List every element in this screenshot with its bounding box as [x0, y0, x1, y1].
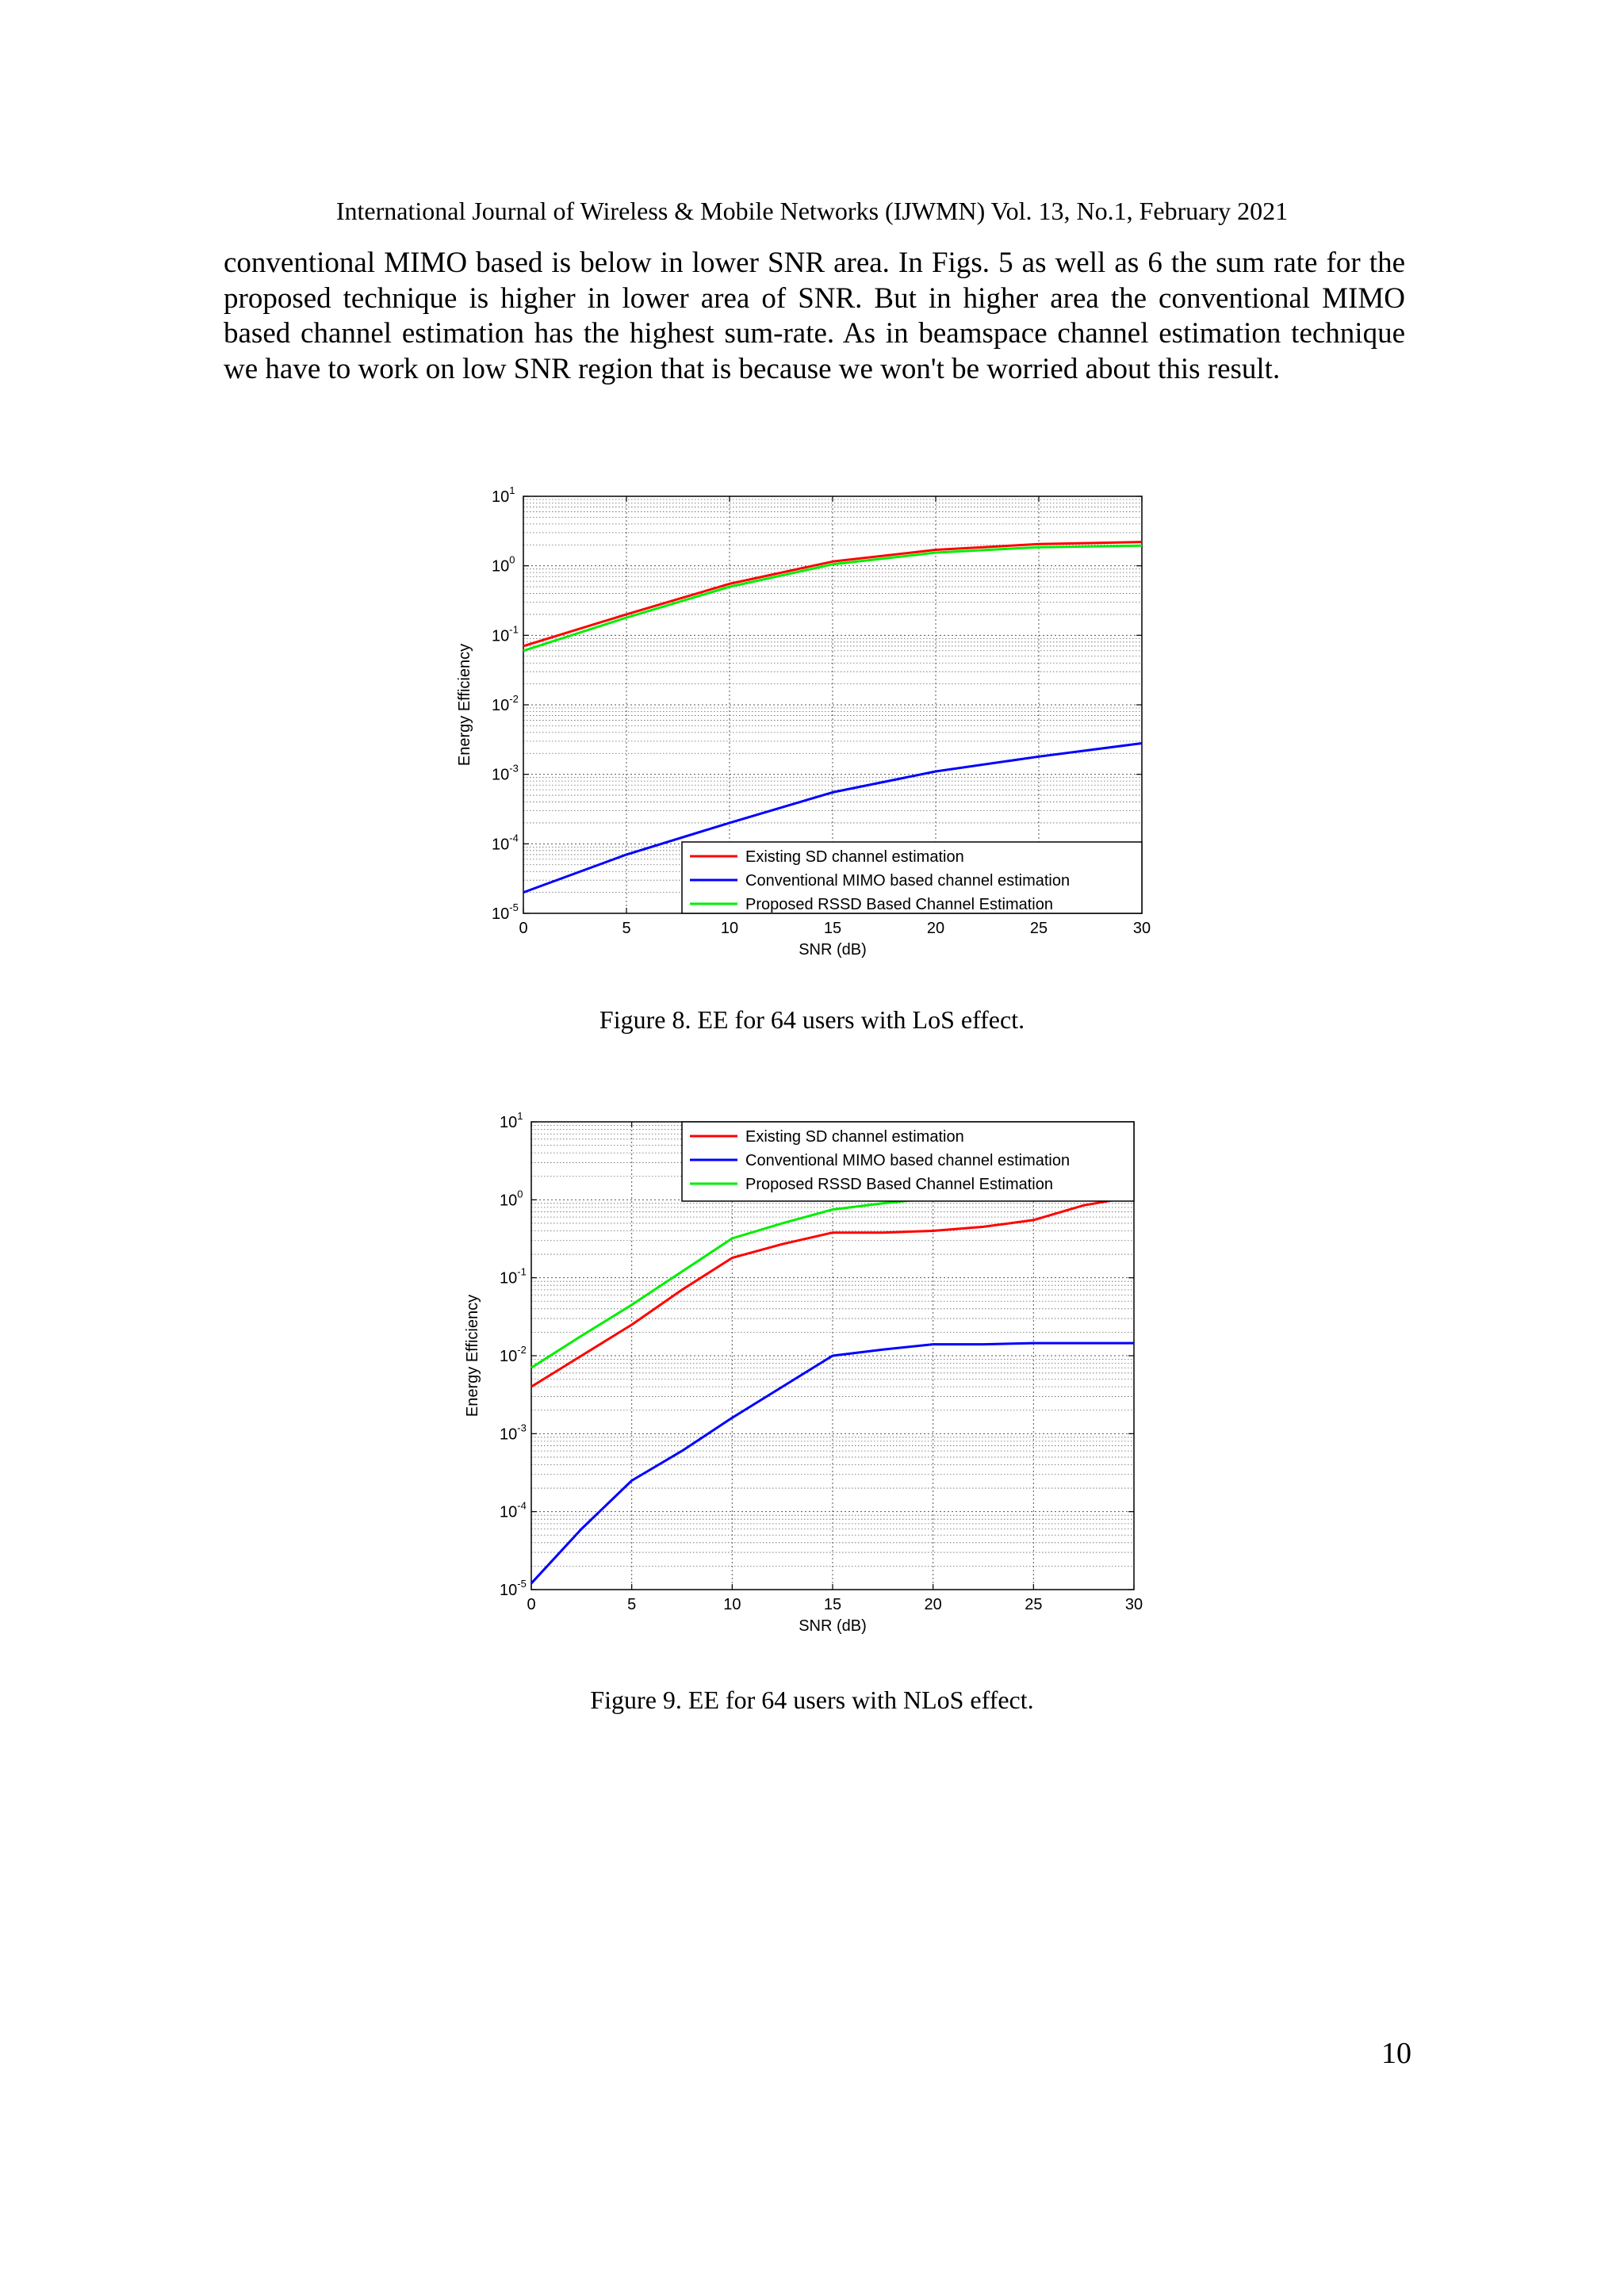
figure-9-chart: [444, 1098, 1158, 1653]
y-tick-label: $10^{-5}$: [492, 901, 519, 923]
x-tick-label: 10: [720, 920, 739, 937]
x-tick-label: 0: [519, 920, 528, 937]
y-tick-label: $10^{-2}$: [492, 693, 519, 714]
x-tick-label: 25: [1025, 1596, 1043, 1613]
legend-label: Proposed RSSD Based Channel Estimation: [745, 896, 1053, 913]
legend-label: Conventional MIMO based channel estimation: [745, 872, 1071, 890]
x-axis-label: SNR (dB): [799, 1617, 867, 1635]
figure-8: [444, 476, 1158, 983]
x-tick-label: 20: [924, 1596, 942, 1613]
x-tick-label: 5: [622, 920, 631, 937]
y-tick-label: $10^{-2}$: [500, 1344, 527, 1365]
x-tick-label: 15: [823, 920, 842, 937]
x-tick-label: 25: [1029, 920, 1048, 937]
x-tick-label: 30: [1124, 1596, 1143, 1613]
x-tick-label: 5: [627, 1596, 637, 1613]
legend: [682, 1122, 1134, 1201]
y-tick-label: $10^1$: [500, 1110, 523, 1131]
legend-label: Conventional MIMO based channel estimation: [745, 1152, 1071, 1169]
page-number: 10: [1381, 2037, 1411, 2070]
legend-label: Existing SD channel estimation: [745, 848, 964, 866]
x-tick-label: 0: [527, 1596, 536, 1613]
legend-label: Proposed RSSD Based Channel Estimation: [745, 1176, 1053, 1193]
y-tick-label: $10^0$: [500, 1188, 523, 1210]
y-tick-label: $10^{-3}$: [492, 762, 519, 784]
y-tick-label: $10^{-3}$: [500, 1422, 527, 1444]
x-axis-label: SNR (dB): [799, 941, 867, 959]
x-tick-label: 30: [1132, 920, 1151, 937]
y-axis-label: Energy Efficiency: [464, 1294, 481, 1418]
y-tick-label: $10^1$: [492, 484, 515, 506]
figure-8-caption: Figure 8. EE for 64 users with LoS effect.: [599, 1005, 1025, 1034]
y-tick-label: $10^{-1}$: [492, 623, 519, 645]
y-tick-label: $10^{-4}$: [492, 832, 519, 854]
legend: [682, 842, 1142, 913]
y-tick-label: $10^{-4}$: [500, 1499, 527, 1521]
y-axis-label: Energy Efficiency: [456, 643, 473, 767]
legend-label: Existing SD channel estimation: [745, 1128, 964, 1146]
figure-9-caption: Figure 9. EE for 64 users with NLoS effect.: [590, 1686, 1034, 1714]
figure-9: [444, 1098, 1158, 1653]
x-tick-label: 20: [926, 920, 945, 937]
running-header: International Journal of Wireless & Mobile Networks (IJWMN) Vol. 13, No.1, February 2021: [335, 197, 1289, 225]
figure-8-chart: [444, 476, 1158, 983]
y-tick-label: $10^{-5}$: [500, 1578, 527, 1599]
y-tick-label: $10^{-1}$: [500, 1265, 527, 1288]
x-tick-label: 10: [723, 1596, 741, 1613]
y-tick-label: $10^0$: [492, 553, 515, 576]
body-paragraph: conventional MIMO based is below in lower SNR area. In Figs. 5 as well as 6 the sum rate for the proposed technique is higher in lower area of SNR. But in higher area the conventional MIMO based channel estimation has the highest sum-rate. As in beamspace channel estimation technique we have to work on low SNR region that is because we won't be worried about this result.: [224, 247, 1405, 385]
x-tick-label: 15: [823, 1596, 842, 1613]
